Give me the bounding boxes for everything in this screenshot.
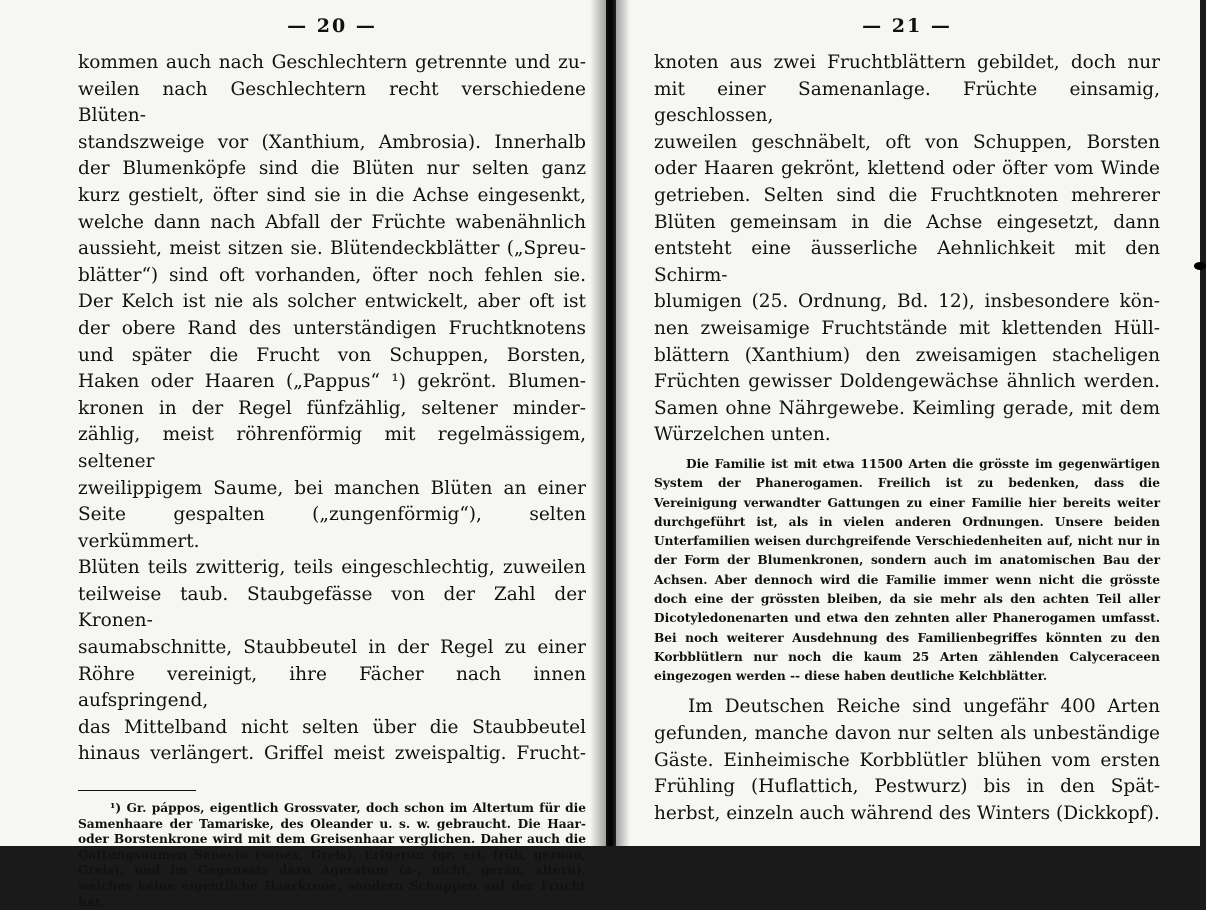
text-line: standszweige vor (Xanthium, Ambrosia). Innerhalb [78,131,586,153]
left-body-text [78,50,586,768]
text-line: kommen auch nach Geschlechtern getrennte und zu- [78,52,586,73]
text-line: der obere Rand des unterständigen Fruchtknotens [78,317,586,339]
text-line: Im Deutschen Reiche sind ungefähr 400 Arten [688,696,1160,718]
text-line: blumigen (25. Ordnung, Bd. 12), insbesondere kön- [654,291,1160,313]
page-shadow [616,0,630,846]
text-line: welche dann nach Abfall der Früchte wabenähnlich [78,211,586,233]
text-line: Früchten gewisser Doldengewächse ähnlich werden. [654,371,1160,393]
text-line: Frühling (Huflattich, Pestwurz) bis in den Spät- [654,776,1160,798]
text-line: Blüten gemeinsam in die Achse eingesetzt, dann [654,211,1160,233]
book-gutter [606,0,616,846]
right-body-text-bottom [654,694,1160,827]
text-line: getrieben. Selten sind die Fruchtknoten mehrerer [654,184,1160,206]
text-line: das Mittelband nicht selten über die Staubbeutel [78,716,586,738]
footnote-text: ¹) Gr. páppos, eigentlich Grossvater, doch schon im Altertum für die Samenhaare der Tamariske, des Oleander u. s. w. gebraucht. Die Haar- oder Borstenkrone wird mit dem Greisenhaar verglichen. Daher auch die Gattungsnamen Senecio (senex, Greis), Erigeron (gr. eri, früh, geroon, Greis), und im Gegensatz dazu Ageratum (a-, nicht, gerán, altern), welches keine eigentliche Haarkrone, sondern Schuppen auf der Frucht hat. [78,801,586,909]
text-line: saumabschnitte, Staubbeutel in der Regel zu einer [78,637,586,659]
text-line: hinaus verlängert. Griffel meist zweispaltig. Frucht- [78,743,586,765]
page-number: — 20 — [287,15,377,37]
text-line: kurz gestielt, öfter sind sie in die Achse eingesenkt, [78,184,586,206]
text-line: und später die Frucht von Schuppen, Borsten, [78,344,586,366]
text-line: teilweise taub. Staubgefässe von der Zahl der Kronen- [78,583,586,632]
text-line: gefunden, manche davon nur selten als unbeständige [654,723,1160,745]
text-line: blätter“) sind oft vorhanden, öfter noch fehlen sie. [78,264,586,286]
small-print-paragraph [654,455,1160,687]
text-line: nen zweisamige Fruchtstände mit klettenden Hüll- [654,317,1160,339]
right-page [616,0,1200,846]
page-number: — 21 — [862,15,952,37]
text-line: Röhre vereinigt, ihre Fächer nach innen aufspringend, [78,663,586,712]
text-line: Der Kelch ist nie als solcher entwickelt, aber oft ist [78,291,586,313]
text-line: oder Haaren gekrönt, klettend oder öfter vom Winde [654,158,1160,180]
text-line: zweilippigem Saume, bei manchen Blüten an einer [78,477,586,499]
text-line: der Blumenköpfe sind die Blüten nur selten ganz [78,158,586,180]
text-line: weilen nach Geschlechtern recht verschiedene Blüten- [78,78,586,127]
text-line: aussieht, meist sitzen sie. Blütendeckblätter („Spreu- [78,238,586,260]
footnote [78,801,586,910]
page-shadow [590,0,606,846]
text-line: knoten aus zwei Fruchtblättern gebildet, doch nur [654,52,1160,73]
text-line: zählig, meist röhrenförmig mit regelmässigem, seltener [78,424,586,472]
right-body-text-top [654,50,1160,449]
text-line: Haken oder Haaren („Pappus“ ¹) gekrönt. Blumen- [78,371,586,393]
small-print-text: Die Familie ist mit etwa 11500 Arten die grösste im gegenwärtigen System der Phanerogamen. Freilich ist zu bedenken, dass die Vereinigung verwandter Gattungen zu einer Familie hier bereits weiter durchgeführt ist, als in vielen anderen Ordnungen. Unsere beiden Unterfamilien weisen durchgreifende Verschiedenheiten auf, nicht nur in der Form der Blumenkronen, sondern auch im anatomischen Bau der Achsen. Aber dennoch wird die Familie immer wenn nicht die grösste doch eine der grössten bleiben, da sie mehr als den achten Teil aller Dicotyledonenarten und etwa den zehnten aller Phanerogamen umfasst. Bei noch weiterer Ausdehnung des Familienbegriffes könnten zu den Korbblütlern nur noch die kaum 25 Arten zählenden Calyceraceen eingezogen werden -- diese haben deutliche Kelchblätter. [654,456,1160,684]
text-line: Würzelchen unten. [654,424,831,446]
text-line: blättern (Xanthium) den zweisamigen stacheligen [654,344,1160,366]
text-line: Seite gespalten („zungenförmig“), selten verkümmert. [78,504,586,552]
text-line: zuweilen geschnäbelt, oft von Schuppen, Borsten [654,131,1160,153]
text-line: Blüten teils zwitterig, teils eingeschlechtig, zuweilen [78,557,586,579]
text-line: Gäste. Einheimische Korbblütler blühen vom ersten [654,749,1160,771]
footnote-rule [78,790,196,791]
text-line: Samen ohne Nährgewebe. Keimling gerade, mit dem [654,397,1160,419]
text-line: mit einer Samenanlage. Früchte einsamig, geschlossen, [654,78,1160,127]
ink-blot [1194,262,1206,270]
text-line: herbst, einzeln auch während des Winters (Dickkopf). [654,802,1160,824]
text-line: kronen in der Regel fünfzählig, seltener minder- [78,397,586,419]
text-line: entsteht eine äusserliche Aehnlichkeit mit den Schirm- [654,238,1160,286]
